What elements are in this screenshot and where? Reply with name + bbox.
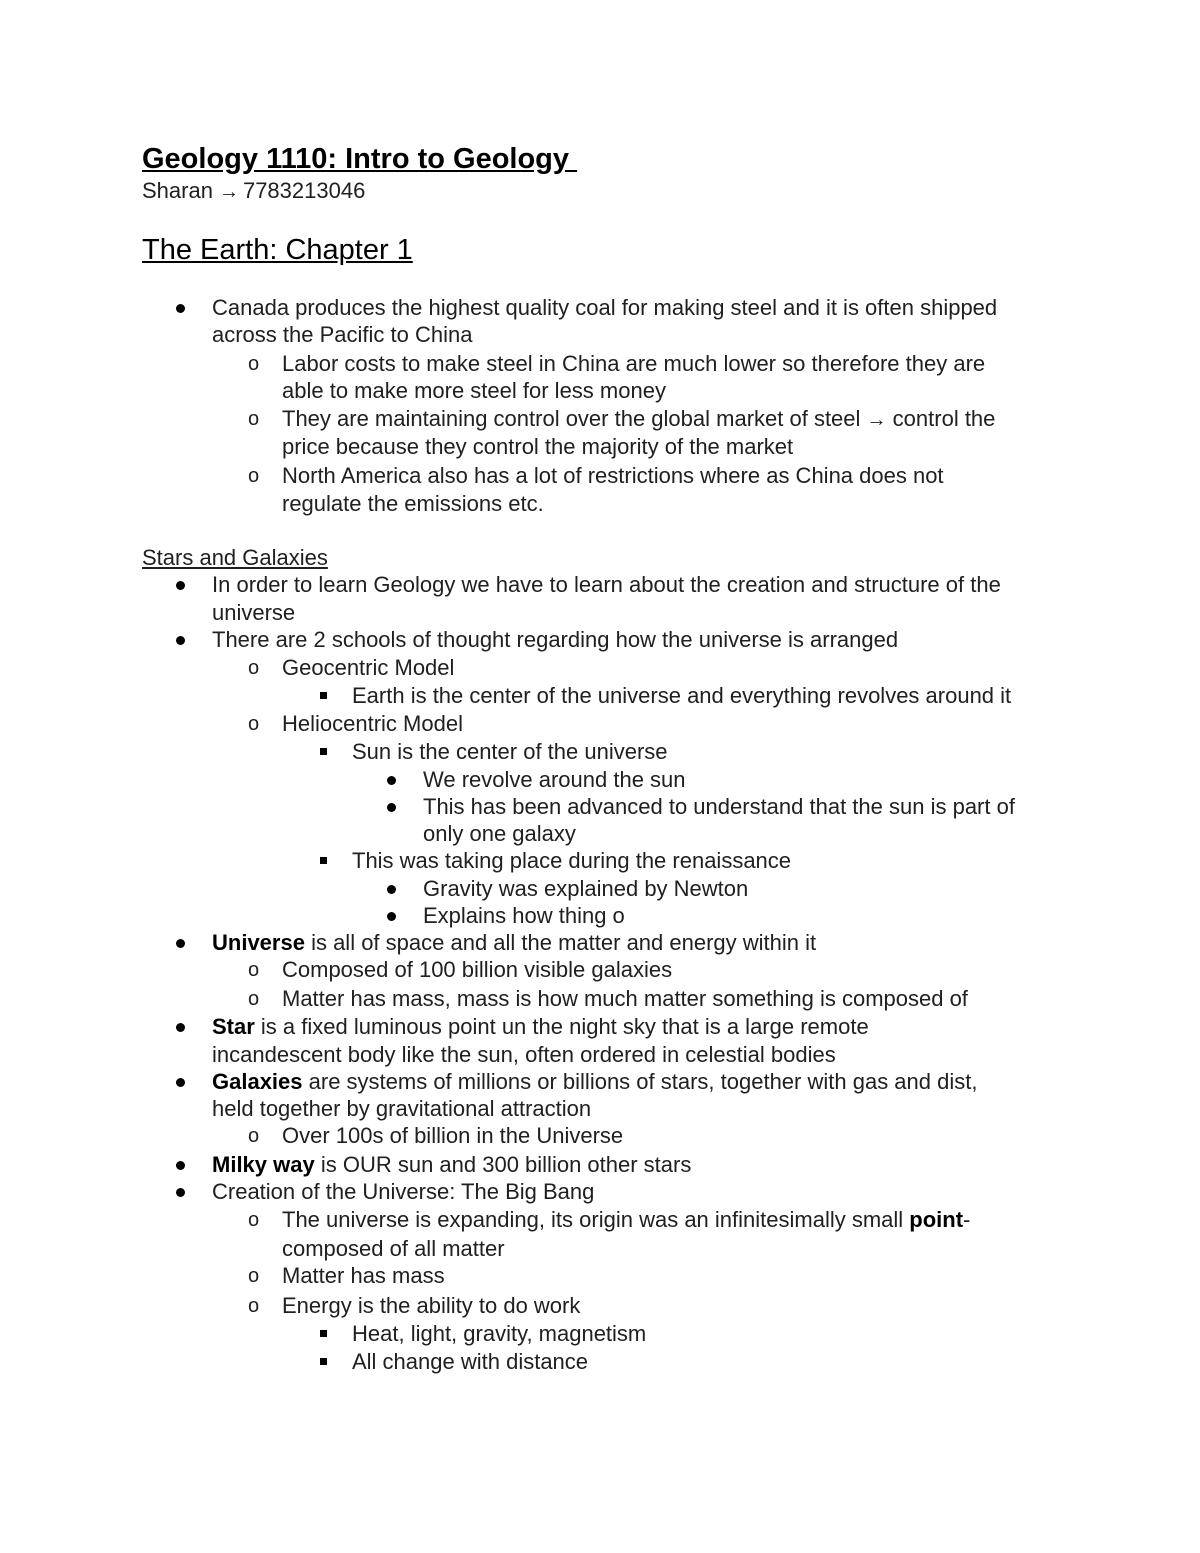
- bullet-dot-icon: [387, 803, 396, 812]
- definition-item: [212, 1151, 691, 1179]
- list-item-text: This was taking place during the renaissance: [352, 848, 792, 873]
- list-item-text: Explains how thing o: [423, 903, 625, 928]
- definition-item: [212, 1068, 977, 1096]
- list-item-text: Gravity was explained by Newton: [423, 876, 749, 901]
- bullet-square-icon: [320, 1358, 327, 1365]
- list-item-text: [282, 405, 995, 434]
- list-item-text: Geocentric Model: [282, 655, 455, 680]
- bullet-dot-icon: [176, 581, 185, 590]
- definition-term: Star: [212, 1014, 255, 1039]
- list-item-text: across the Pacific to China: [212, 322, 473, 347]
- list-item-text: Sun is the center of the universe: [352, 739, 668, 764]
- bullet-dot-icon: [176, 304, 185, 313]
- list-item-text: regulate the emissions etc.: [282, 491, 544, 516]
- bullet-dot-icon: [176, 1078, 185, 1087]
- bullet-square-icon: [320, 857, 327, 864]
- bullet-circle-icon: o: [248, 988, 260, 1010]
- bullet-circle-icon: o: [248, 408, 260, 430]
- definition-term: Milky way: [212, 1152, 315, 1177]
- bullet-circle-icon: o: [248, 713, 260, 735]
- list-item-text: All change with distance: [352, 1349, 589, 1374]
- bullet-circle-icon: o: [248, 465, 260, 487]
- list-item-text: There are 2 schools of thought regarding how the universe is arranged: [212, 627, 899, 652]
- bullet-square-icon: [320, 748, 327, 755]
- list-item-text: universe: [212, 600, 296, 625]
- list-item-text: Earth is the center of the universe and everything revolves around it: [352, 683, 1012, 708]
- list-item-text: price because they control the majority of the market: [282, 434, 794, 459]
- definition-text: is all of space and all the matter and energy within it: [304, 930, 817, 955]
- document-title: Geology 1110: Intro to Geology: [142, 143, 578, 175]
- list-item-text: Heliocentric Model: [282, 711, 463, 736]
- definition-term: Universe: [212, 930, 305, 955]
- bullet-dot-icon: [176, 1161, 185, 1170]
- list-item-text: Creation of the Universe: The Big Bang: [212, 1179, 595, 1204]
- list-item-text: We revolve around the sun: [423, 767, 686, 792]
- bullet-dot-icon: [176, 1188, 185, 1197]
- list-item-text: In order to learn Geology we have to learn about the creation and structure of the: [212, 572, 1001, 597]
- right-arrow-icon: →: [218, 181, 239, 203]
- definition-item: [212, 1013, 869, 1041]
- bullet-circle-icon: o: [248, 353, 260, 375]
- contact-name: Sharan: [142, 178, 213, 203]
- definition-term: Galaxies: [212, 1069, 303, 1094]
- definition-text: is a fixed luminous point un the night sky that is a large remote: [254, 1014, 869, 1039]
- bullet-circle-icon: o: [248, 1295, 260, 1317]
- bullet-dot-icon: [176, 636, 185, 645]
- contact-line: [142, 177, 365, 206]
- chapter-title: The Earth: Chapter 1: [142, 234, 413, 266]
- right-arrow-icon: →: [866, 409, 887, 431]
- bullet-circle-icon: o: [248, 1209, 260, 1231]
- list-item-text: incandescent body like the sun, often ordered in celestial bodies: [212, 1042, 836, 1067]
- bullet-square-icon: [320, 1330, 327, 1337]
- list-item-text: Over 100s of billion in the Universe: [282, 1123, 624, 1148]
- list-item-text-part: -: [963, 1207, 971, 1232]
- list-item-text: This has been advanced to understand that the sun is part of: [423, 794, 1015, 819]
- definition-item: [212, 929, 816, 957]
- bullet-dot-icon: [387, 912, 396, 921]
- definition-text: are systems of millions or billions of stars, together with gas and dist,: [302, 1069, 978, 1094]
- bullet-dot-icon: [387, 776, 396, 785]
- list-item-text: Labor costs to make steel in China are much lower so therefore they are: [282, 351, 986, 376]
- list-item-text: [282, 1206, 970, 1234]
- list-item-text-part: The universe is expanding, its origin was an infinitesimally small: [282, 1207, 910, 1232]
- contact-phone: 7783213046: [242, 178, 366, 203]
- list-item-text: Composed of 100 billion visible galaxies: [282, 957, 673, 982]
- list-item-text: Matter has mass, mass is how much matter something is composed of: [282, 986, 968, 1011]
- list-item-text: Heat, light, gravity, magnetism: [352, 1321, 647, 1346]
- bullet-circle-icon: o: [248, 657, 260, 679]
- list-item-text: North America also has a lot of restrictions where as China does not: [282, 463, 944, 488]
- list-item-text: composed of all matter: [282, 1236, 505, 1261]
- list-item-text: able to make more steel for less money: [282, 378, 666, 403]
- bullet-circle-icon: o: [248, 959, 260, 981]
- section-heading: Stars and Galaxies: [142, 545, 328, 570]
- list-item-text: Canada produces the highest quality coal for making steel and it is often shipped: [212, 295, 998, 320]
- bullet-circle-icon: o: [248, 1125, 260, 1147]
- definition-text: is OUR sun and 300 billion other stars: [314, 1152, 692, 1177]
- list-item-text: Energy is the ability to do work: [282, 1293, 581, 1318]
- list-item-text: held together by gravitational attraction: [212, 1096, 592, 1121]
- list-item-text: only one galaxy: [423, 821, 576, 846]
- list-item-text-part: They are maintaining control over the global market of steel: [282, 406, 861, 431]
- list-item-text-part: control the: [892, 406, 996, 431]
- bullet-dot-icon: [176, 939, 185, 948]
- bullet-circle-icon: o: [248, 1265, 260, 1287]
- bullet-dot-icon: [387, 885, 396, 894]
- emphasized-term: point: [909, 1207, 964, 1232]
- bullet-square-icon: [320, 692, 327, 699]
- bullet-dot-icon: [176, 1023, 185, 1032]
- list-item-text: Matter has mass: [282, 1263, 445, 1288]
